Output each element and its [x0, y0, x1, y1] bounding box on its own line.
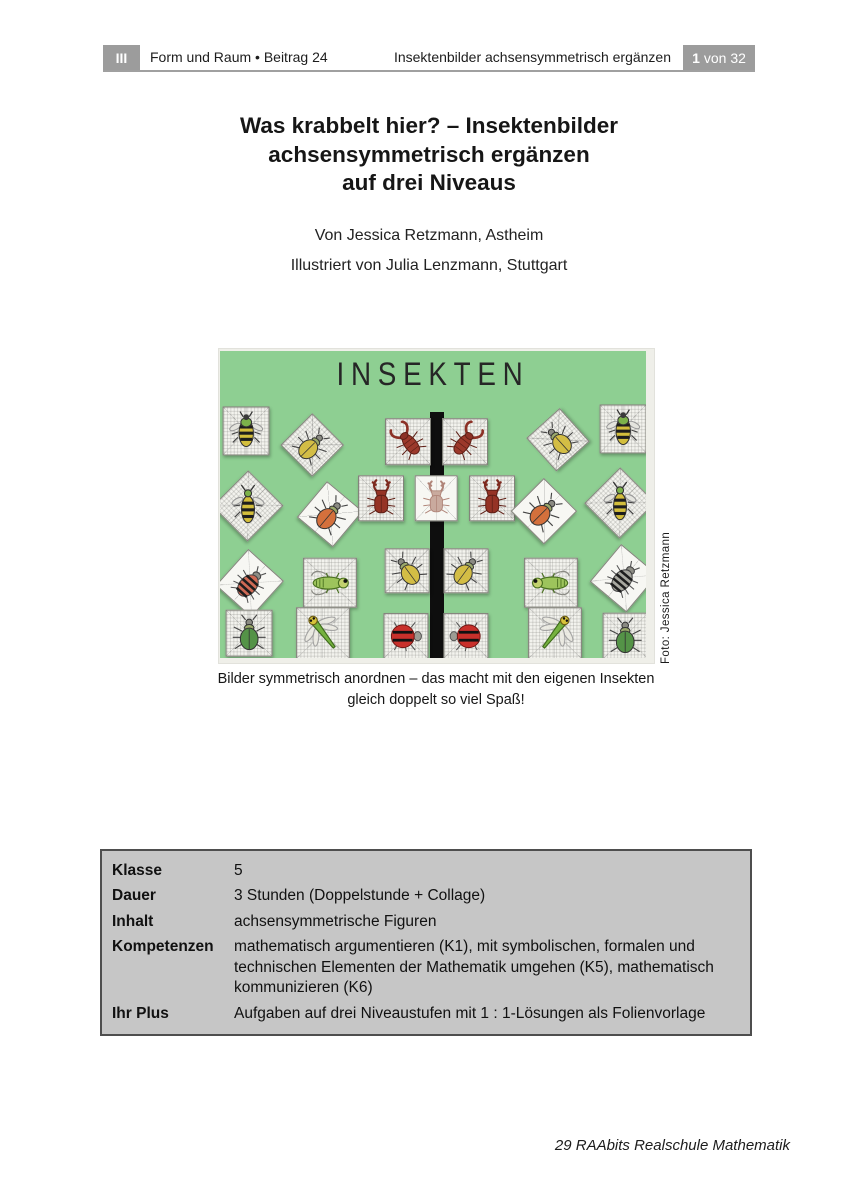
caption-line-2: gleich doppelt so viel Spaß! — [347, 692, 525, 708]
dragonfly-icon — [522, 601, 588, 658]
poster-title: INSEKTEN — [336, 356, 530, 393]
photo-caption — [200, 669, 672, 711]
insect-card-ladybug — [383, 613, 428, 658]
insect-card-ladybug — [444, 613, 489, 658]
info-value: mathematisch argumentieren (K1), mit symbolischen, formalen und technischen Elementen der Mathematik umgehen (K5), mathematisch kommunizieren (K6) — [234, 938, 714, 996]
pillbug-icon — [594, 548, 646, 608]
beetle-icon — [515, 481, 573, 539]
info-label: Kompetenzen — [112, 938, 214, 955]
beetle-icon — [530, 412, 586, 468]
title-line-2: achsensymmetrisch ergänzen — [268, 141, 590, 167]
dragonfly-icon — [290, 601, 356, 658]
beetle-icon — [605, 615, 646, 656]
stag-icon — [361, 478, 401, 518]
cicada-icon — [306, 560, 354, 605]
info-row-inhalt — [102, 909, 750, 935]
insect-card-cicada — [303, 557, 357, 608]
header-rubric: Form und Raum • Beitrag 24 — [150, 49, 328, 65]
insect-card-beetle — [280, 413, 344, 477]
caption-line-1: Bilder symmetrisch anordnen – das macht mit den eigenen Insekten — [217, 671, 655, 687]
info-row-dauer — [102, 884, 750, 910]
insect-card-wasp — [220, 470, 284, 542]
info-label: Klasse — [112, 861, 162, 879]
insect-card-bee — [600, 405, 646, 454]
insect-card-beetle — [385, 548, 430, 593]
ladybug-icon — [386, 616, 426, 657]
insect-card-bee — [223, 406, 270, 455]
page-suffix: von 32 — [703, 49, 746, 66]
insect-card-dragonfly — [528, 608, 582, 658]
info-label: Ihr Plus — [112, 1004, 169, 1022]
wasp-icon — [226, 483, 270, 528]
author-line: Von Jessica Retzmann, Astheim — [314, 227, 544, 244]
illustrator-line: Illustriert von Julia Lenzmann, Stuttgart — [290, 257, 568, 274]
page-number: 1 — [692, 49, 700, 66]
wasp-icon — [598, 480, 642, 525]
info-value: Aufgaben auf drei Niveaustufen mit 1 : 1-Lösungen als Folienvorlage — [234, 1004, 706, 1022]
section-badge — [103, 45, 140, 70]
info-label: Inhalt — [112, 912, 154, 930]
bee-icon — [602, 408, 643, 451]
info-row-kompetenzen — [102, 935, 750, 1002]
beetle-icon — [301, 485, 359, 543]
info-row-klasse — [102, 858, 750, 884]
beetle-icon — [284, 417, 340, 473]
poster-board — [220, 351, 646, 658]
ladybug-icon — [446, 616, 486, 657]
insect-card-beetle — [443, 548, 488, 593]
insect-card-earwig — [385, 418, 431, 466]
insect-card-beetle — [602, 613, 646, 658]
section-label: III — [115, 49, 128, 66]
info-value: 3 Stunden (Doppelstunde + Collage) — [234, 887, 486, 904]
page-number-badge — [683, 45, 755, 70]
insect-card-stag — [358, 476, 404, 521]
beetle-icon — [379, 543, 434, 598]
info-value: 5 — [234, 861, 243, 879]
insect-card-wasp — [584, 467, 646, 539]
earwig-icon — [437, 413, 495, 471]
info-table — [100, 849, 752, 1036]
bee-icon — [226, 409, 267, 452]
earwig-icon — [379, 413, 437, 471]
insect-card-beetle — [226, 610, 273, 657]
pillbug-icon — [220, 553, 280, 613]
insect-card-earwig — [442, 418, 488, 466]
insect-card-pillbug — [590, 544, 646, 612]
insect-card-beetle — [511, 478, 577, 544]
insect-card-pillbug — [220, 549, 284, 617]
insect-card-dragonfly — [296, 608, 350, 658]
page-title — [103, 112, 755, 198]
insect-card-beetle — [526, 408, 590, 472]
insect-card-stag — [469, 476, 515, 521]
info-value: achsensymmetrische Figuren — [234, 912, 437, 930]
photo-credit: Foto: Jessica Retzmann — [660, 531, 672, 664]
collage-photo — [218, 348, 655, 664]
stag-icon — [472, 478, 512, 518]
footer-imprint: 29 RAAbits Realschule Mathematik — [554, 1137, 790, 1154]
title-line-1: Was krabbelt hier? – Insektenbilder — [239, 113, 619, 138]
cicada-icon — [527, 560, 575, 605]
header-topic: Insektenbilder achsensymmetrisch ergänzen — [393, 49, 671, 65]
beetle-icon — [229, 613, 270, 654]
page-header — [103, 45, 755, 72]
info-row-ihr-plus — [102, 1001, 750, 1027]
byline — [103, 221, 755, 281]
beetle-icon — [438, 543, 493, 598]
info-label: Dauer — [112, 887, 156, 904]
insect-card-beetle — [297, 481, 363, 547]
insect-card-stag — [415, 476, 458, 521]
title-line-3: auf drei Niveaus — [342, 170, 516, 195]
stag-icon — [417, 478, 454, 518]
